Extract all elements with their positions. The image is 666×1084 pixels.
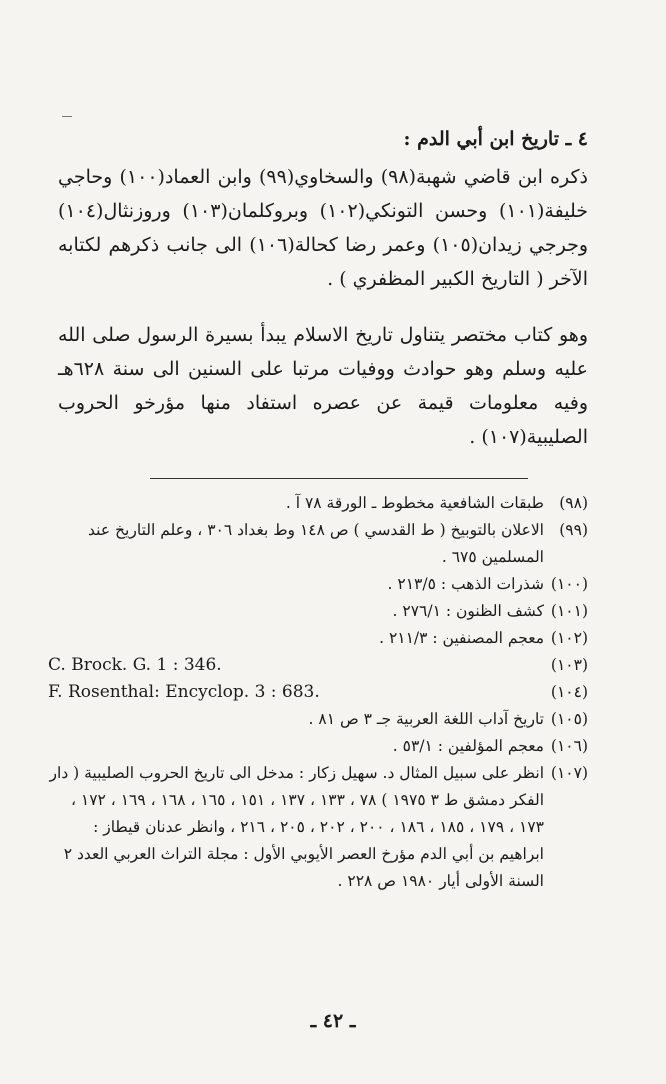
footnote-number: (١٠٣) <box>550 656 588 674</box>
footnote-text: معجم المؤلفين : ٥٣/١ . <box>392 737 544 755</box>
footnote <box>48 490 588 517</box>
footnote <box>48 706 588 733</box>
footnote <box>48 517 588 571</box>
footnote <box>48 625 588 652</box>
footnote-number: (١٠٤) <box>550 683 588 701</box>
footnote <box>48 652 588 679</box>
footnote-number: (١٠٢) <box>550 629 588 647</box>
footnote-number: (٩٩) <box>559 521 588 539</box>
page-number: ـ ٤٢ ـ <box>310 1010 356 1032</box>
footnote-number: (١٠٥) <box>550 710 588 728</box>
footnote-text: كشف الظنون : ٢٧٦/١ . <box>392 602 544 620</box>
section-heading: ٤ ـ تاريخ ابن أبي الدم : <box>403 128 588 150</box>
footnote-separator <box>150 478 528 479</box>
footnote-number: (١٠١) <box>550 602 588 620</box>
footnote-text: تاريخ آداب اللغة العربية جـ ٣ ص ٨١ . <box>308 710 544 728</box>
footnote-text: F. Rosenthal: Encyclop. 3 : 683. <box>48 682 320 702</box>
footnote-text: معجم المصنفين : ٢١١/٣ . <box>379 629 544 647</box>
body-paragraph-1: ذكره ابن قاضي شهبة(٩٨) والسخاوي(٩٩) وابن العماد(١٠٠) وحاجي خليفة(١٠١) وحسن التونكي(١٠٢) وبروكلمان(١٠٣) وروزنثال(١٠٤) وجرجي زيدان(١٠٥) وعمر رضا كحالة(١٠٦) الى جانب ذكرهم لكتابه الآخر ( التاريخ الكبير المظفري ) . <box>58 166 588 290</box>
footnote-text: C. Brock. G. 1 : 346. <box>48 655 222 675</box>
margin-mark <box>62 116 72 117</box>
footnote-number: (٩٨) <box>559 494 588 512</box>
footnote-text: طبقات الشافعية مخطوط ـ الورقة ٧٨ آ . <box>285 494 544 512</box>
body-paragraph-2: وهو كتاب مختصر يتناول تاريخ الاسلام يبدأ بسيرة الرسول صلى الله عليه وسلم وهو حوادث ووفيات مرتبا على السنين الى سنة ٦٢٨هـ وفيه معلومات قيمة عن عصره استفاد منها مؤرخو الحروب الصليبية(١٠٧) . <box>58 324 588 448</box>
footnote <box>48 598 588 625</box>
footnote-text: الاعلان بالتوبيخ ( ط القدسي ) ص ١٤٨ وط بغداد ٣٠٦ ، وعلم التاريخ عند المسلمين ٦٧٥ . <box>88 521 544 566</box>
footnote-number: (١٠٦) <box>550 737 588 755</box>
footnotes <box>48 490 588 895</box>
footnote-number: (١٠٠) <box>550 575 588 593</box>
footnote-text: شذرات الذهب : ٢١٣/٥ . <box>387 575 544 593</box>
footnote <box>48 733 588 760</box>
footnote <box>48 679 588 706</box>
footnote <box>48 760 588 895</box>
footnote-text: انظر على سبيل المثال د. سهيل زكار : مدخل الى تاريخ الحروب الصليبية ( دار الفكر دمشق ط ٣ ١٩٧٥ ) ٧٨ ، ١٣٣ ، ١٣٧ ، ١٥١ ، ١٦٥ ، ١٦٨ ، ١٦٩ ، ١٧٢ ، ١٧٣ ، ١٧٩ ، ١٨٥ ، ١٨٦ ، ٢٠٠ ، ٢٠٢ ، ٢٠٥ ، ٢١٦ ، وانظر عدنان قيطاز : ابراهيم بن أبي الدم مؤرخ العصر الأيوبي الأول : مجلة التراث العربي العدد ٢ السنة الأولى أيار ١٩٨٠ ص ٢٢٨ . <box>49 764 544 890</box>
footnote <box>48 571 588 598</box>
footnote-number: (١٠٧) <box>550 764 588 782</box>
